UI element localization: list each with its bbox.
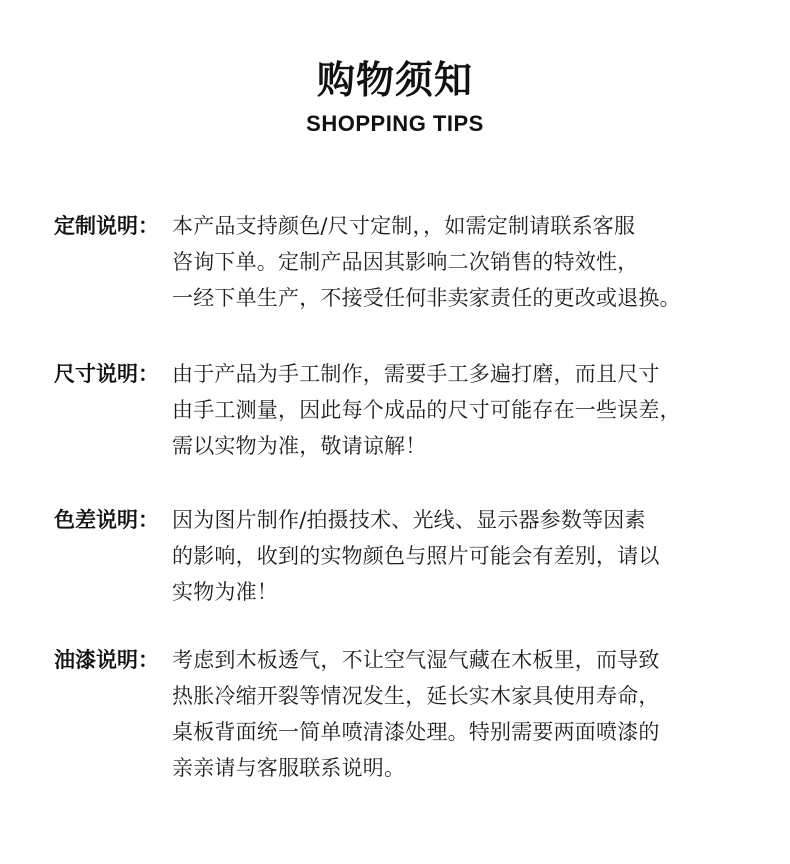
section-body	[172, 502, 772, 610]
section-line: 咨询下单。定制产品因其影响二次销售的特效性，	[172, 250, 639, 274]
section-line: 桌板背面统一简单喷清漆处理。特别需要两面喷漆的	[172, 720, 660, 744]
section-label: 尺寸说明：	[54, 362, 159, 386]
section-line: 由于产品为手工制作，需要手工多遍打磨，而且尺寸	[172, 362, 660, 386]
section-line: 因为图片制作/拍摄技术、光线、显示器参数等因素	[172, 508, 646, 532]
section-body	[172, 642, 772, 786]
section-body	[172, 208, 772, 316]
section-line: 由手工测量，因此每个成品的尺寸可能存在一些误差，	[172, 398, 681, 422]
section-line: 需以实物为准，敬请谅解！	[172, 434, 427, 458]
section-line: 亲亲请与客服联系说明。	[172, 756, 406, 780]
section-line: 考虑到木板透气，不让空气湿气藏在木板里，而导致	[172, 648, 660, 672]
section-label: 油漆说明：	[54, 648, 159, 672]
section-line: 的影响，收到的实物颜色与照片可能会有差别，请以	[172, 544, 660, 568]
section-line: 本产品支持颜色/尺寸定制，，如需定制请联系客服	[172, 214, 636, 238]
section-label: 色差说明：	[54, 508, 159, 532]
section-line: 一经下单生产，不接受任何非卖家责任的更改或退换。	[172, 286, 681, 310]
page-title: 购物须知	[316, 58, 473, 102]
section-label: 定制说明：	[54, 214, 159, 238]
page-subtitle: SHOPPING TIPS	[306, 111, 484, 136]
section-line: 热胀冷缩开裂等情况发生，延长实木家具使用寿命，	[172, 684, 660, 708]
section-line: 实物为准！	[172, 580, 278, 604]
section-body	[172, 356, 772, 464]
